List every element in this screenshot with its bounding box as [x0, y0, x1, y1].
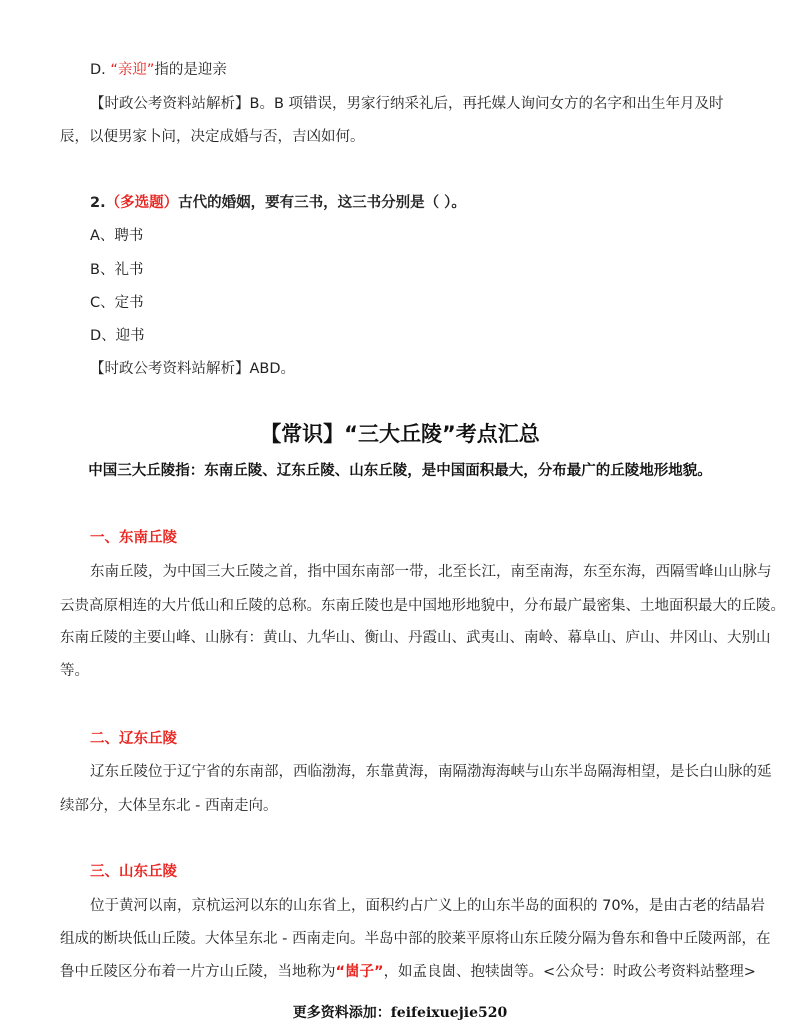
q1-option-d-prefix: D.	[90, 62, 111, 78]
q2-tag: （多选题）	[105, 195, 179, 211]
part3-heading: 三、山东丘陵	[90, 864, 177, 880]
section-intro: 中国三大丘陵指：东南丘陵、辽东丘陵、山东丘陵，是中国面积最大，分布最广的丘陵地形地貌。	[88, 463, 712, 479]
part3-line3-suffix: ，如孟良崮、抱犊崮等。<公众号：时政公考资料站整理>	[383, 964, 756, 980]
section-title: 【常识】“三大丘陵”考点汇总	[260, 422, 540, 446]
q2-analysis: 【时政公考资料站解析】ABD。	[90, 361, 296, 377]
part3-line2: 组成的断块低山丘陵。大体呈东北 - 西南走向。半岛中部的胶莱平原将山东丘陵分隔为鲁东和鲁中丘陵两部，在	[60, 931, 771, 947]
part2-line1: 辽东丘陵位于辽宁省的东南部，西临渤海，东靠黄海，南隔渤海海峡与山东半岛隔海相望，是长白山脉的延	[90, 764, 772, 780]
q2-option-d: D、迎书	[90, 328, 145, 344]
part3-line3-highlight: “崮子”	[335, 964, 384, 980]
part2-line2: 续部分，大体呈东北 - 西南走向。	[60, 798, 278, 814]
part1-heading: 一、东南丘陵	[90, 530, 177, 546]
q1-option-d-highlight: “亲迎”	[110, 62, 155, 78]
q2-stem	[90, 193, 466, 213]
part1-line3: 东南丘陵的主要山峰、山脉有：黄山、九华山、衡山、丹霞山、武夷山、南岭、幕阜山、庐山、井冈山、大别山	[60, 630, 771, 646]
part3-line3	[60, 962, 756, 982]
q1-analysis-line2: 辰，以便男家卜问，决定成婚与否，吉凶如何。	[60, 129, 365, 145]
q1-analysis-line1: 【时政公考资料站解析】B。B 项错误，男家行纳采礼后，再托媒人询问女方的名字和出生年月及时	[90, 96, 724, 112]
part1-line1: 东南丘陵，为中国三大丘陵之首，指中国东南部一带，北至长江，南至南海，东至东海，西隔雪峰山山脉与	[90, 564, 772, 580]
q1-option-d	[90, 60, 227, 80]
part2-heading: 二、辽东丘陵	[90, 731, 177, 747]
part3-line3-prefix: 鲁中丘陵区分布着一片方山丘陵，当地称为	[60, 964, 336, 980]
part1-line4: 等。	[60, 663, 89, 679]
part1-line2: 云贵高原相连的大片低山和丘陵的总称。东南丘陵也是中国地形地貌中，分布最广最密集、土地面积最大的丘陵。	[60, 598, 785, 614]
q2-number: 2.	[90, 195, 106, 211]
q1-option-d-suffix: 指的是迎亲	[154, 62, 227, 78]
q2-option-c: C、定书	[90, 295, 144, 311]
footer-contact: 更多资料添加：feifeixuejie520	[292, 1005, 508, 1021]
q2-option-b: B、礼书	[90, 262, 144, 278]
q2-option-a: A、聘书	[90, 228, 144, 244]
q2-stem-text: 古代的婚姻，要有三书，这三书分别是（ ）。	[178, 195, 466, 211]
part3-line1: 位于黄河以南，京杭运河以东的山东省上，面积约占广义上的山东半岛的面积的 70%，是由古老的结晶岩	[90, 898, 765, 914]
